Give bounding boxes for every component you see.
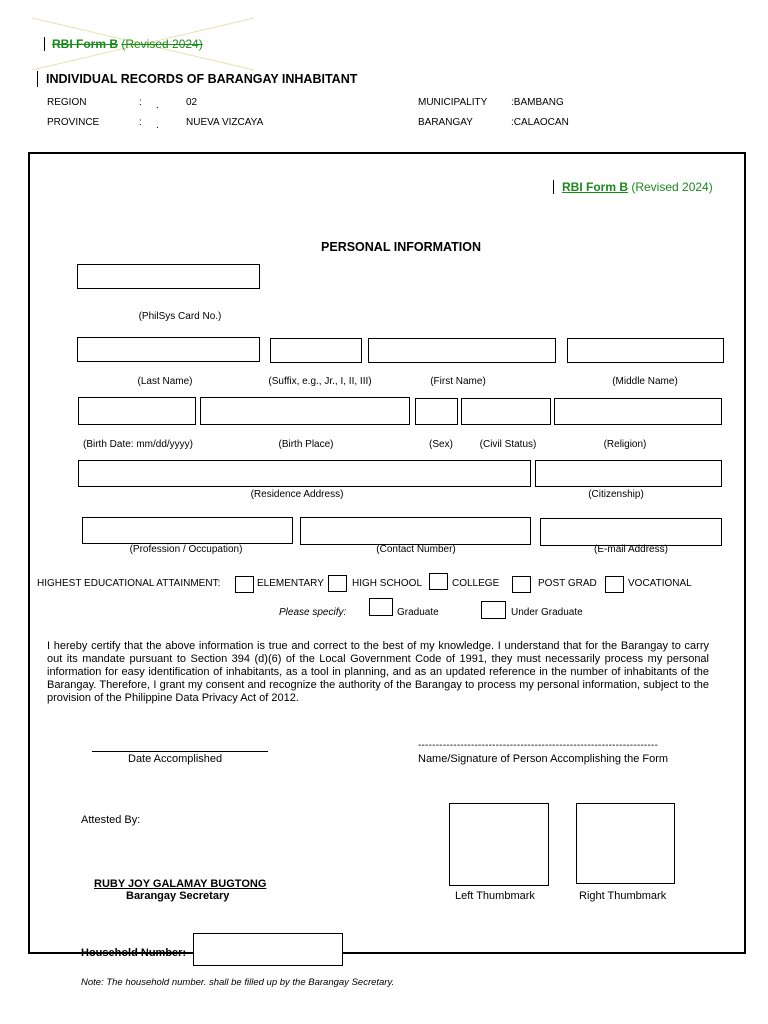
birth-date-input[interactable]: [78, 397, 196, 425]
region-label: REGION: [47, 97, 87, 108]
left-thumbmark-label: Left Thumbmark: [455, 890, 535, 902]
email-input[interactable]: [540, 518, 722, 546]
municipality-label: MUNICIPALITY: [418, 97, 488, 108]
signature-label: Name/Signature of Person Accomplishing the Form: [418, 753, 669, 765]
household-number-input[interactable]: [193, 933, 343, 966]
date-line: [92, 751, 268, 752]
religion-input[interactable]: [554, 398, 722, 425]
form-code: [553, 180, 713, 194]
citizenship-input[interactable]: [535, 460, 722, 487]
under-graduate-label: Under Graduate: [511, 607, 583, 618]
last-name-caption: (Last Name): [137, 376, 193, 387]
form-revision: (Revised 2024): [631, 180, 713, 194]
civil-status-input[interactable]: [461, 398, 551, 425]
barangay-value: :CALAOCAN: [511, 117, 569, 128]
college-checkbox[interactable]: [429, 573, 448, 590]
province-colon: :: [139, 117, 142, 128]
middle-name-input[interactable]: [567, 338, 724, 363]
under-graduate-checkbox[interactable]: [481, 601, 506, 619]
attested-label: Attested By:: [81, 814, 141, 826]
specify-label: Please specify:: [279, 607, 347, 618]
document-title-text: INDIVIDUAL RECORDS OF BARANGAY INHABITANT: [46, 72, 358, 86]
religion-caption: (Religion): [603, 439, 647, 450]
vocational-checkbox[interactable]: [605, 576, 624, 593]
certification-text: I hereby certify that the above information is true and correct to the best of my knowledge. I understand that for the Barangay to carry out its mandate pursuant to Section 394 (d)(6) of the Local Government Code of 1991, they must necessarily process my personal information for easy identification of inhabitants, as a tool in planning, and as an updated reference in the number of inhabitants of the Barangay. Therefore, I grant my consent and recognize the authority of the Barangay to process my personal information, subject to the provision of the Philippine Data Privacy Act of 2012.: [47, 640, 709, 704]
first-name-input[interactable]: [368, 338, 556, 363]
top-form-code-text: RBI Form B: [52, 37, 118, 51]
elementary-checkbox[interactable]: [235, 576, 254, 593]
form-code-text: RBI Form B: [562, 180, 628, 194]
philsys-caption: (PhilSys Card No.): [138, 311, 222, 322]
citizenship-caption: (Citizenship): [588, 489, 644, 500]
high-school-checkbox[interactable]: [328, 575, 347, 592]
suffix-caption: (Suffix, e.g., Jr., I, II, III): [268, 376, 372, 387]
contact-input[interactable]: [300, 517, 531, 545]
contact-caption: (Contact Number): [376, 544, 456, 555]
high-school-label: HIGH SCHOOL: [352, 578, 423, 589]
civil-status-caption: (Civil Status): [479, 439, 537, 450]
region-colon: :: [139, 97, 142, 108]
province-value: NUEVA VIZCAYA: [186, 117, 264, 128]
elementary-label: ELEMENTARY: [257, 578, 324, 589]
municipality-value: :BAMBANG: [511, 97, 564, 108]
right-thumbmark-box[interactable]: [576, 803, 675, 884]
sex-input[interactable]: [415, 398, 458, 425]
college-label: COLLEGE: [452, 578, 500, 589]
province-dot: .: [156, 120, 159, 131]
suffix-input[interactable]: [270, 338, 362, 363]
middle-name-caption: (Middle Name): [612, 376, 678, 387]
province-label: PROVINCE: [47, 117, 100, 128]
philsys-input[interactable]: [77, 264, 260, 289]
birth-place-input[interactable]: [200, 397, 410, 425]
education-label: HIGHEST EDUCATIONAL ATTAINMENT:: [37, 578, 221, 589]
date-accomplished-label: Date Accomplished: [128, 753, 223, 765]
left-thumbmark-box[interactable]: [449, 803, 549, 886]
profession-input[interactable]: [82, 517, 293, 544]
barangay-label: BARANGAY: [418, 117, 473, 128]
section-title: PERSONAL INFORMATION: [321, 240, 481, 254]
residence-caption: (Residence Address): [250, 489, 344, 500]
birth-place-caption: (Birth Place): [278, 439, 334, 450]
graduate-checkbox[interactable]: [369, 598, 393, 616]
household-label: Household Number:: [81, 947, 187, 959]
secretary-title: Barangay Secretary: [126, 890, 230, 902]
region-value: 02: [186, 97, 198, 108]
footer-note: Note: The household number. shall be filled up by the Barangay Secretary.: [81, 977, 395, 988]
signature-dashes: --------------------------------------------------------------------: [418, 740, 659, 751]
top-form-code: [44, 37, 203, 51]
top-form-revision: (Revised 2024): [121, 37, 203, 51]
post-grad-label: POST GRAD: [538, 578, 597, 589]
post-grad-checkbox[interactable]: [512, 576, 531, 593]
region-dot: .: [156, 100, 159, 111]
last-name-input[interactable]: [77, 337, 260, 362]
first-name-caption: (First Name): [430, 376, 486, 387]
residence-input[interactable]: [78, 460, 531, 487]
secretary-name: RUBY JOY GALAMAY BUGTONG: [94, 878, 267, 890]
right-thumbmark-label: Right Thumbmark: [579, 890, 667, 902]
graduate-label: Graduate: [397, 607, 439, 618]
birth-date-caption: (Birth Date: mm/dd/yyyy): [82, 439, 194, 450]
profession-caption: (Profession / Occupation): [129, 544, 243, 555]
sex-caption: (Sex): [429, 439, 453, 450]
email-caption: (E-mail Address): [594, 544, 668, 555]
document-title: [37, 71, 357, 87]
vocational-label: VOCATIONAL: [628, 578, 692, 589]
